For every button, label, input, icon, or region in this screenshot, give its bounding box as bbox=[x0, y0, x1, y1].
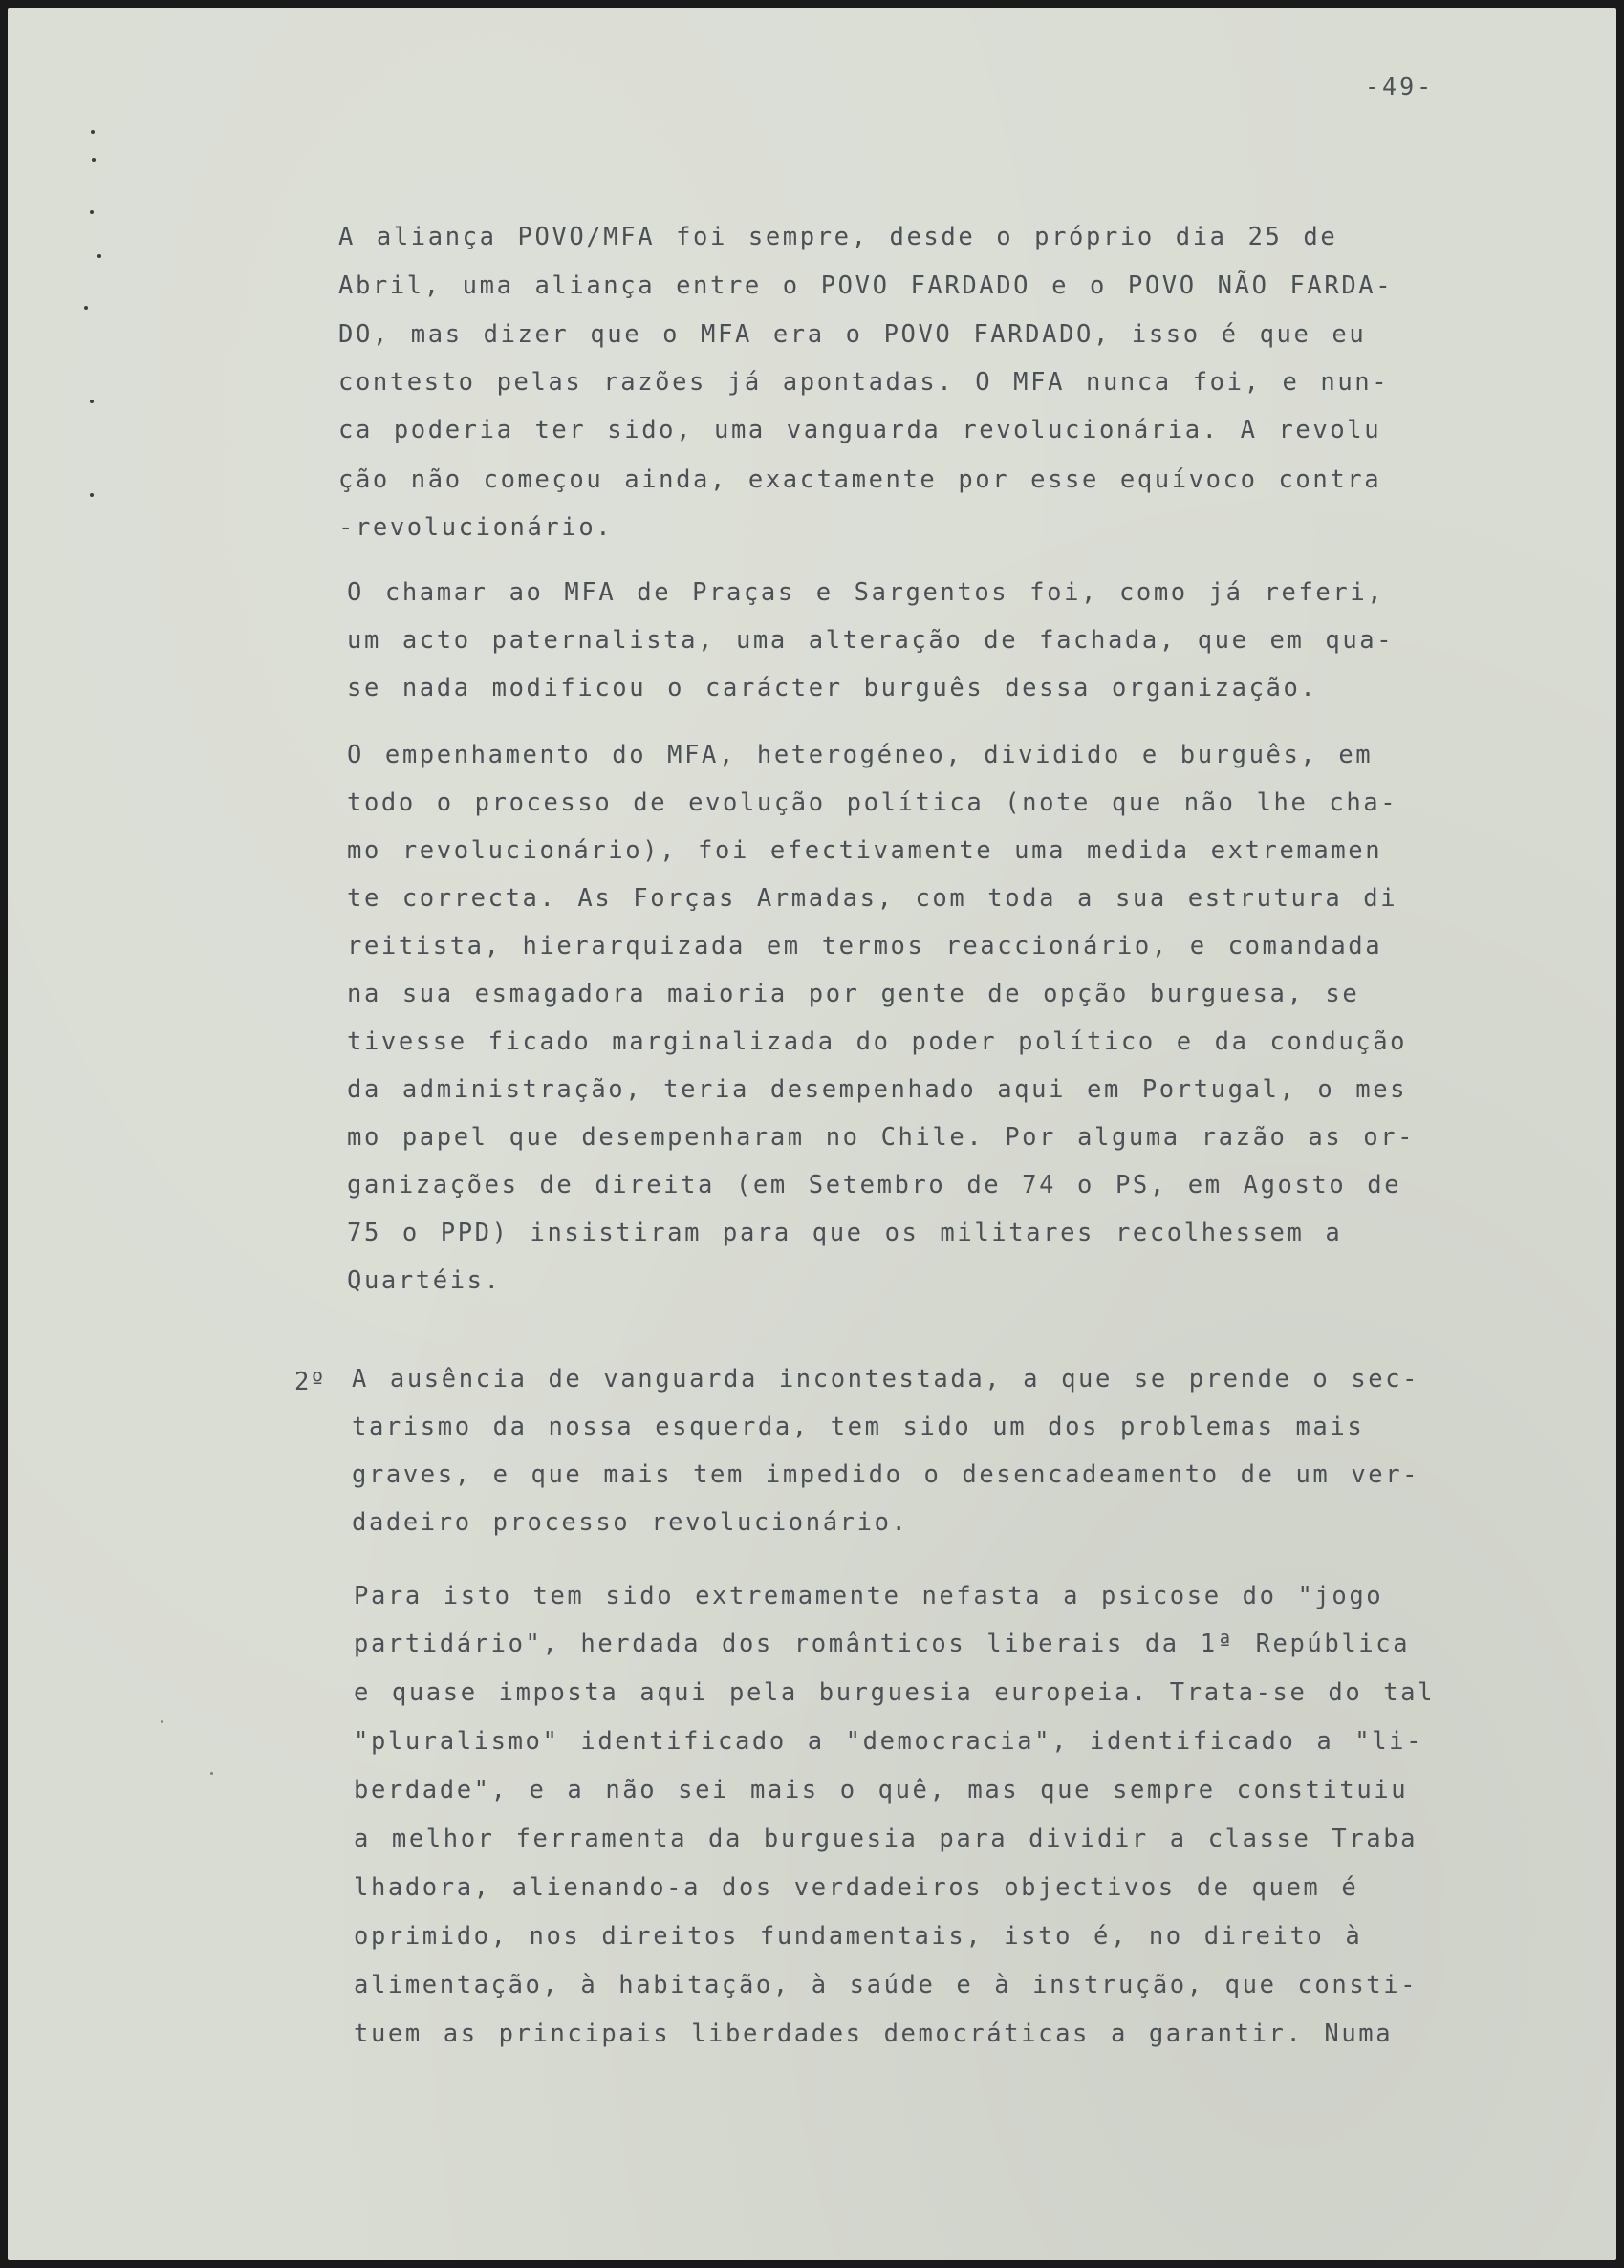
margin-mark bbox=[84, 306, 88, 310]
item-number: 2º bbox=[294, 1368, 326, 1396]
text-line: todo o processo de evolução política (note que não lhe cha- bbox=[347, 788, 1398, 817]
text-line: dadeiro processo revolucionário. bbox=[352, 1508, 909, 1537]
document-page bbox=[8, 8, 1616, 2260]
text-line: tarismo da nossa esquerda, tem sido um dos problemas mais bbox=[352, 1413, 1365, 1441]
text-line: na sua esmagadora maioria por gente de opção burguesa, se bbox=[347, 980, 1360, 1008]
text-line: e quase imposta aqui pela burguesia europeia. Trata-se do tal bbox=[354, 1678, 1436, 1707]
page-number: -49- bbox=[1365, 73, 1435, 100]
text-line: A aliança POVO/MFA foi sempre, desde o próprio dia 25 de bbox=[338, 223, 1338, 251]
text-line: um acto paternalista, uma alteração de fachada, que em qua- bbox=[347, 626, 1395, 655]
text-line: A ausência de vanguarda incontestada, a que se prende o sec- bbox=[352, 1365, 1420, 1393]
text-line: lhadora, alienando-a dos verdadeiros objectivos de quem é bbox=[354, 1873, 1359, 1902]
text-line: DO, mas dizer que o MFA era o POVO FARDADO, isso é que eu bbox=[338, 320, 1367, 349]
text-line: tivesse ficado marginalizada do poder político e da condução bbox=[347, 1027, 1408, 1056]
paper-speck bbox=[161, 1720, 163, 1723]
text-line: -revolucionário. bbox=[338, 513, 614, 542]
text-line: alimentação, à habitação, à saúde e à instrução, que consti- bbox=[354, 1971, 1418, 1999]
text-line: tuem as principais liberdades democráticas a garantir. Numa bbox=[354, 2020, 1394, 2048]
margin-mark bbox=[97, 254, 101, 258]
text-line: ção não começou ainda, exactamente por esse equívoco contra bbox=[338, 465, 1382, 494]
text-line: O chamar ao MFA de Praças e Sargentos foi, como já referi, bbox=[347, 578, 1385, 607]
text-line: Abril, uma aliança entre o POVO FARDADO e o POVO NÃO FARDA- bbox=[338, 271, 1394, 300]
text-line: se nada modificou o carácter burguês dessa organização. bbox=[347, 674, 1318, 702]
margin-mark bbox=[91, 130, 95, 134]
text-line: te correcta. As Forças Armadas, com toda a sua estrutura di bbox=[347, 884, 1398, 913]
margin-mark bbox=[90, 400, 94, 403]
text-line: contesto pelas razões já apontadas. O MFA nunca foi, e nun- bbox=[338, 368, 1390, 397]
text-line: mo revolucionário), foi efectivamente uma medida extremamen bbox=[347, 836, 1383, 865]
text-line: da administração, teria desempenhado aqui em Portugal, o mes bbox=[347, 1075, 1408, 1104]
text-line: 75 o PPD) insistiram para que os militares recolhessem a bbox=[347, 1219, 1343, 1247]
text-line: ca poderia ter sido, uma vanguarda revolucionária. A revolu bbox=[338, 416, 1382, 444]
text-line: ganizações de direita (em Setembro de 74 o PS, em Agosto de bbox=[347, 1171, 1402, 1199]
text-line: Quartéis. bbox=[347, 1266, 502, 1295]
text-line: oprimido, nos direitos fundamentais, isto é, no direito à bbox=[354, 1922, 1363, 1951]
margin-mark bbox=[90, 210, 94, 214]
text-line: O empenhamento do MFA, heterogéneo, dividido e burguês, em bbox=[347, 741, 1374, 769]
text-line: partidário", herdada dos românticos liberais da 1ª República bbox=[354, 1630, 1411, 1658]
text-line: Para isto tem sido extremamente nefasta a psicose do "jogo bbox=[354, 1582, 1384, 1610]
text-line: berdade", e a não sei mais o quê, mas que sempre constituiu bbox=[354, 1776, 1409, 1804]
margin-mark bbox=[92, 158, 96, 162]
text-line: mo papel que desempenharam no Chile. Por alguma razão as or- bbox=[347, 1123, 1416, 1152]
text-line: a melhor ferramenta da burguesia para dividir a classe Traba bbox=[354, 1825, 1418, 1853]
text-line: "pluralismo" identificado a "democracia", identificado a "li- bbox=[354, 1727, 1424, 1756]
text-line: reitista, hierarquizada em termos reaccionário, e comandada bbox=[347, 932, 1383, 961]
text-line: graves, e que mais tem impedido o desencadeamento de um ver- bbox=[352, 1460, 1420, 1489]
margin-mark bbox=[90, 493, 94, 497]
paper-speck bbox=[210, 1772, 213, 1775]
